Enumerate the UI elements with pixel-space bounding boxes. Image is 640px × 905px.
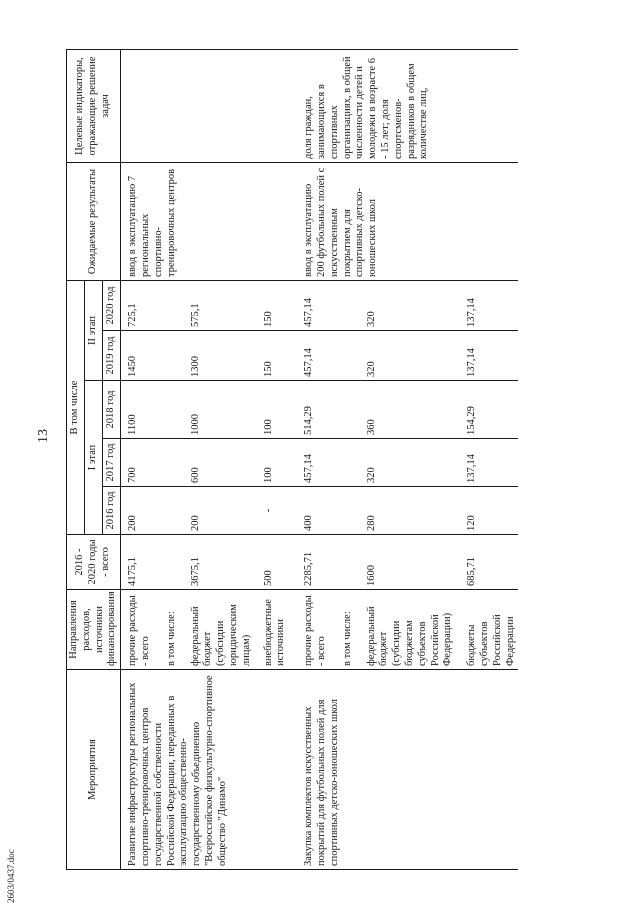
direction-cell: прочие расходы - всего [289, 590, 330, 670]
result-cell: ввод в эксплуатацию 200 футбольных полей с искусственным покрытием для спортивных детско-юношеских школ [289, 163, 518, 281]
year-2017-cell [154, 439, 180, 487]
year-2019-cell: 150 [255, 331, 290, 381]
result-cell: ввод в эксплуатацию 7 региональных спортивно-тренировочных центров [121, 163, 289, 281]
direction-cell: бюджеты субъектов Российской Федерации [456, 590, 518, 670]
header-targets: Целевые индикаторы, отражающие решение задач [67, 50, 121, 163]
year-2016-cell: - [255, 487, 290, 535]
year-2019-cell: 137,14 [456, 331, 518, 381]
year-2017-cell: 137,14 [456, 439, 518, 487]
year-2019-cell: 457,14 [289, 331, 330, 381]
year-2019-cell: 1450 [121, 331, 154, 381]
header-measures: Мероприятия [67, 670, 121, 870]
header-year-2016: 2016 год [103, 487, 121, 535]
year-2019-cell: 1300 [180, 331, 255, 381]
direction-cell: федеральный бюджет (субсидии юридическим лицам) [180, 590, 255, 670]
year-2020-cell: 137,14 [456, 281, 518, 331]
year-2018-cell [154, 381, 180, 439]
year-2016-cell: 200 [121, 487, 154, 535]
measure-cell [121, 670, 289, 870]
header-directions: Направления расходов, источники финансирования [67, 590, 121, 670]
direction-cell: в том числе: [154, 590, 180, 670]
total-cell: 4175,1 [121, 535, 154, 590]
header-stage1: I этап [85, 381, 103, 535]
header-year-2019: 2019 год [103, 331, 121, 381]
budget-table [66, 49, 518, 870]
header-year-2018: 2018 год [103, 381, 121, 439]
total-cell [154, 535, 180, 590]
table-row [121, 50, 154, 870]
year-2016-cell: 280 [356, 487, 457, 535]
year-2016-cell: 200 [180, 487, 255, 535]
year-2020-cell: 320 [356, 281, 457, 331]
year-2018-cell: 154,29 [456, 381, 518, 439]
year-2018-cell: 100 [255, 381, 290, 439]
year-2020-cell: 457,14 [289, 281, 330, 331]
year-2017-cell: 700 [121, 439, 154, 487]
year-2016-cell: 400 [289, 487, 330, 535]
year-2017-cell [330, 439, 356, 487]
page-number: 13 [36, 429, 51, 443]
header-year-2020: 2020 год [103, 281, 121, 331]
measure-text: Развитие инфраструктуры региональных спортивно-тренировочных центров государственной собственности Российской Федерации, переданных в эксплуатацию общественно-государственному объединению "Всероссийское физкультурно-спортивное общество "Динамо" [127, 675, 228, 866]
rotated-table-container [66, 50, 532, 870]
year-2016-cell [330, 487, 356, 535]
measure-text: Закупка комплектов искусственных покрытий для футбольных полей для спортивных детско-юношеских школ [303, 698, 340, 866]
header-stage2: II этап [85, 281, 103, 381]
year-2017-cell: 320 [356, 439, 457, 487]
year-2017-cell: 600 [180, 439, 255, 487]
year-2019-cell [330, 331, 356, 381]
year-2019-cell [154, 331, 180, 381]
year-2020-cell: 150 [255, 281, 290, 331]
year-2018-cell: 1000 [180, 381, 255, 439]
year-2016-cell: 120 [456, 487, 518, 535]
year-2018-cell: 360 [356, 381, 457, 439]
direction-cell: прочие расходы - всего [121, 590, 154, 670]
document-code: 2603/0437.doc [6, 849, 16, 903]
year-2017-cell: 100 [255, 439, 290, 487]
year-2020-cell: 725,1 [121, 281, 154, 331]
target-cell: доля граждан, занимающихся в спортивных организациях, в общей численности детей и молодежи в возрасте 6 - 15 лет; доля спортсменов-разрядников в общем количестве лиц, [289, 50, 518, 163]
header-total: 2016 - 2020 годы - всего [67, 535, 121, 590]
year-2020-cell [330, 281, 356, 331]
year-2020-cell [154, 281, 180, 331]
header-year-2017: 2017 год [103, 439, 121, 487]
year-2018-cell: 514,29 [289, 381, 330, 439]
total-cell: 685,71 [456, 535, 518, 590]
year-2016-cell [154, 487, 180, 535]
measure-cell [289, 670, 518, 870]
year-2020-cell: 575,1 [180, 281, 255, 331]
total-cell: 2285,71 [289, 535, 330, 590]
direction-cell: в том числе: [330, 590, 356, 670]
year-2019-cell: 320 [356, 331, 457, 381]
total-cell: 500 [255, 535, 290, 590]
year-2018-cell: 1100 [121, 381, 154, 439]
year-2017-cell: 457,14 [289, 439, 330, 487]
direction-cell: внебюджетные источники [255, 590, 290, 670]
direction-cell: федеральный бюджет (субсидии бюджетам субъектов Российской Федерации) [356, 590, 457, 670]
header-including: В том числе [67, 281, 85, 535]
header-results: Ожидаемые результаты [67, 163, 121, 281]
total-cell: 3675,1 [180, 535, 255, 590]
year-2018-cell [330, 381, 356, 439]
total-cell [330, 535, 356, 590]
table-row [289, 50, 330, 870]
target-cell [121, 50, 289, 163]
total-cell: 1600 [356, 535, 457, 590]
